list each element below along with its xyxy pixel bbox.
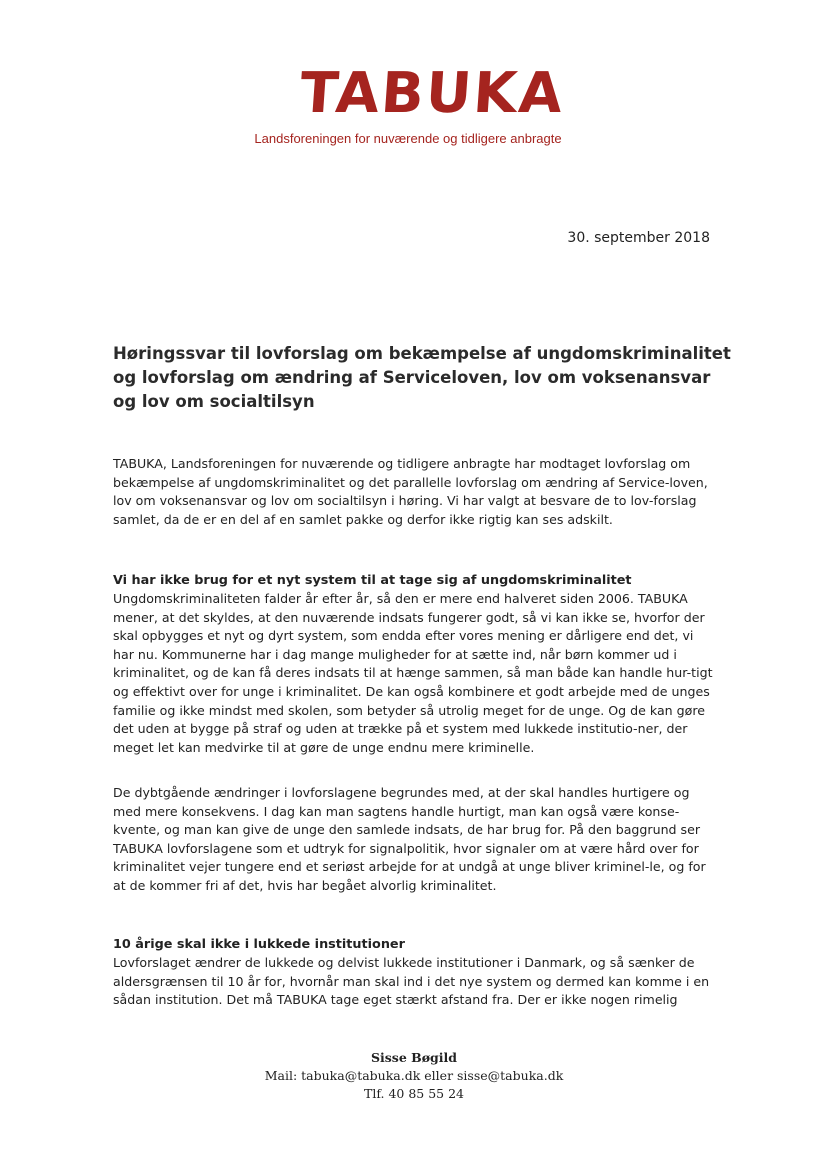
section1-text-2: De dybtgående ændringer i lovforslagene begrundes med, at der skal handles hurtigere og med mere konsekvens. I dag kan man sagtens handle hurtigt, man kan også være konse-kvente, og man kan give de unge den samlede indsats, de har brug for. På den baggrund ser TABUKA lovforslagene som et udtryk for signalpolitik, hvor signaler om at være hård over for kriminalitet vejer tungere end et seriøst arbejde for at undgå at unge bliver kriminel-le, og for at de kommer fri af det, hvis har begået alvorlig kriminalitet. [113,785,706,893]
tabuka-logo: TABUKA [297,61,567,126]
section2-paragraph-1 [113,954,713,1010]
section1-paragraph-2 [113,784,713,896]
intro-text: TABUKA, Landsforeningen for nuværende og tidligere anbragte har modtaget lovforslag om bekæmpelse af ungdomskriminalitet og det parallelle lovforslag om ændring af Service-loven, lov om voksenansvar og lov om socialtilsyn i høring. Vi har valgt at besvare de to lov-forslag samlet, da de er en del af en samlet pakke og derfor ikke rigtig kan ses adskilt. [113,456,708,527]
section1-heading: Vi har ikke brug for et nyt system til at tage sig af ungdomskriminalitet [113,573,632,588]
section1-text-1: Ungdomskriminaliteten falder år efter år, så den er mere end halveret siden 2006. TABUKA mener, at det skyldes, at den nuværende indsats fungerer godt, så vi kan ikke se, hvorfor der skal opbygges et nyt og dyrt system, som endda efter vores mening er dårligere end det, vi har nu. Kommunerne har i dag mange muligheder for at sætte ind, når børn kommer ud i kriminalitet, og de kan få deres indsats til at hænge sammen, så man både kan handle hur-tigt og effektivt over for unge i kriminalitet. De kan også kombinere et godt arbejde med de unges familie og ikke mindst med skolen, som betyder så utrolig meget for de unge. Og de kan gøre det uden at bygge på straf og uden at trække på et system med lukkede institutio-ner, der meget let kan medvirke til at gøre de unge endnu mere kriminelle. [113,591,713,755]
contact-phone: Tlf. 40 85 55 24 [363,1086,464,1101]
section2-text-1: Lovforslaget ændrer de lukkede og delvist lukkede institutioner i Danmark, og så sænker de aldersgrænsen til 10 år for, hvornår man skal ind i det nye system og dermed kan komme i en sådan institution. Det må TABUKA tage eget stærkt afstand fra. Der er ikke nogen rimelig [113,955,710,1008]
section1-paragraph-1 [113,590,713,757]
contact-mail: Mail: tabuka@tabuka.dk eller sisse@tabuka.dk [264,1068,564,1083]
contact-footer [214,1049,614,1103]
section2-heading: 10 årige skal ikke i lukkede institutioner [113,937,405,952]
intro-paragraph [113,455,713,529]
contact-name: Sisse Bøgild [370,1050,458,1065]
document-title: Høringssvar til lovforslag om bekæmpelse af ungdomskriminalitet og lovforslag om ændring af Serviceloven, lov om voksenansvar og lov om socialtilsyn [113,344,731,411]
document-date: 30. september 2018 [567,230,710,246]
logo-subtitle: Landsforeningen for nuværende og tidligere anbragte [254,131,562,146]
